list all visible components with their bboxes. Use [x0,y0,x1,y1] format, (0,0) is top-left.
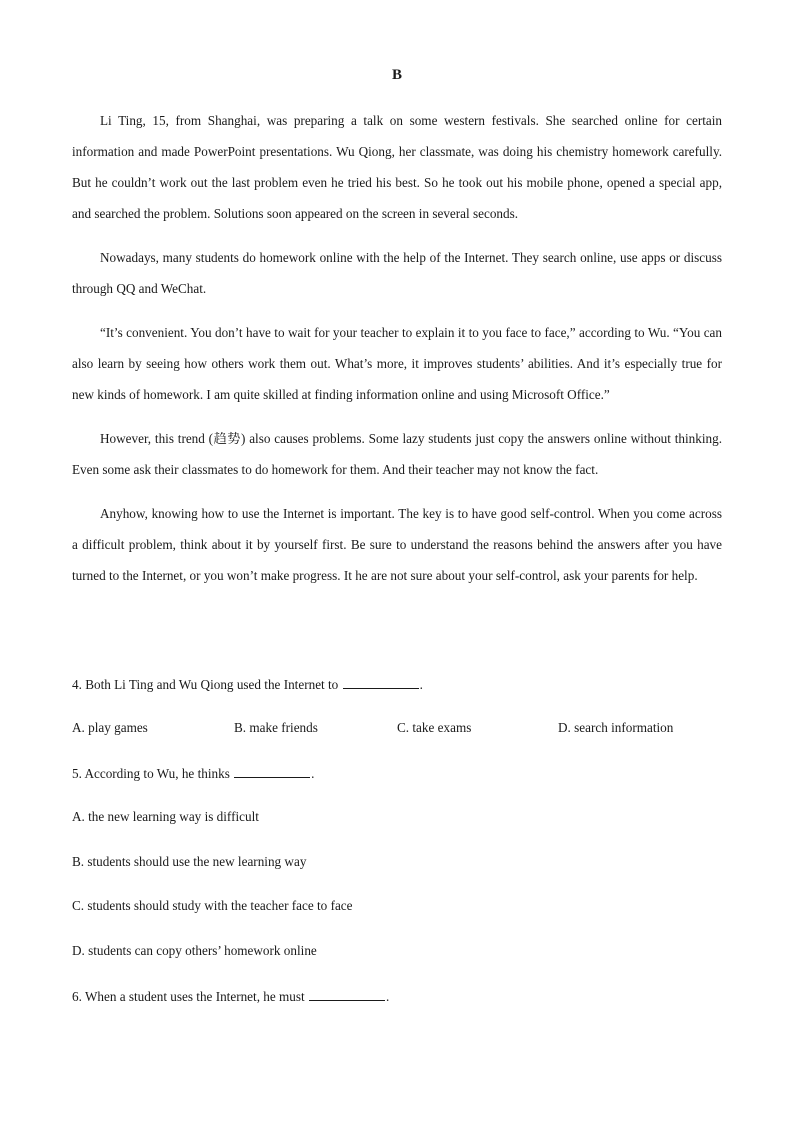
question-5-stem: 5. According to Wu, he thinks [72,766,230,781]
option-5c: C. students should study with the teacher face to face [72,898,353,913]
option-5d: D. students can copy others’ homework online [72,943,317,958]
answer-blank-4 [343,675,419,689]
question-6 [72,987,389,1006]
option-5b: B. students should use the new learning way [72,854,307,869]
question-4 [72,675,423,694]
question-4-stem: 4. Both Li Ting and Wu Qiong used the Internet to [72,677,339,692]
passage-paragraph-4: However, this trend (趋势) also causes problems. Some lazy students just copy the answers online without thinking. Even some ask their classmates to do homework for them. And their teacher may not know the fact. [72,431,722,477]
passage-paragraph-2: Nowadays, many students do homework online with the help of the Internet. They search online, use apps or discuss through QQ and WeChat. [72,250,722,296]
option-4d: D. search information [558,720,674,735]
reading-passage [72,105,722,604]
answer-blank-5 [234,764,310,778]
answer-blank-6 [309,987,385,1001]
question-6-end: . [385,989,390,1004]
passage-paragraph-1: Li Ting, 15, from Shanghai, was preparing a talk on some western festivals. She searched online for certain information and made PowerPoint presentations. Wu Qiong, her classmate, was doing his chemistry homework carefully. But he couldn’t work out the last problem even he tried his best. So he took out his mobile phone, opened a special app, and searched the problem. Solutions soon appeared on the screen in several seconds. [72,113,722,221]
option-4b: B. make friends [234,720,318,735]
question-4-end: . [419,677,423,692]
option-4a: A. play games [72,720,148,735]
passage-paragraph-3: “It’s convenient. You don’t have to wait for your teacher to explain it to you face to face,” according to Wu. “You can also learn by seeing how others work them out. What’s more, it improves students’ abilities. And it’s especially true for new kinds of homework. I am quite skilled at finding information online and using Microsoft Office.” [72,325,722,402]
option-4c: C. take exams [397,720,472,735]
question-6-stem: 6. When a student uses the Internet, he must [72,989,305,1004]
question-5 [72,764,314,783]
option-5a: A. the new learning way is difficult [72,809,259,824]
passage-paragraph-5: Anyhow, knowing how to use the Internet is important. The key is to have good self-control. When you come across a difficult problem, think about it by yourself first. Be sure to understand the reasons behind the answers after you have turned to the Internet, or you won’t make progress. It he are not sure about your self-control, ask your parents for help. [72,506,722,583]
section-title: B [391,67,402,83]
question-5-end: . [311,766,315,781]
